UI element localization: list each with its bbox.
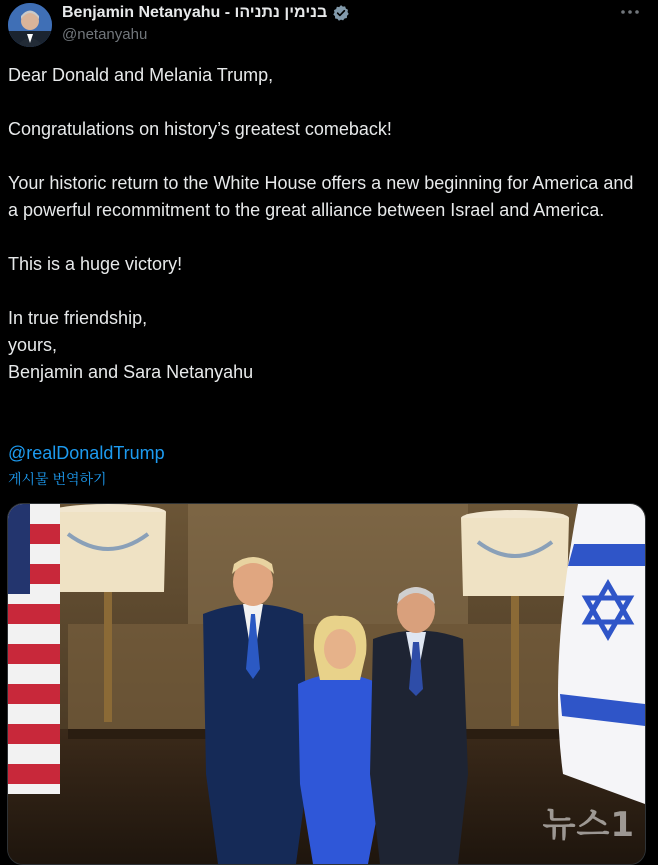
- tweet-closing: [8, 305, 638, 386]
- news-watermark: 뉴스1: [542, 805, 635, 845]
- author-avatar[interactable]: [8, 3, 52, 47]
- author-display-name[interactable]: Benjamin Netanyahu - בנימין נתניהו: [62, 4, 328, 21]
- closing-line: Benjamin and Sara Netanyahu: [8, 362, 254, 382]
- mention-link[interactable]: @realDonaldTrump: [8, 443, 165, 463]
- tweet-photo[interactable]: [7, 503, 646, 865]
- author-name-row[interactable]: [62, 2, 350, 24]
- flag-us: [8, 504, 60, 794]
- tweet-paragraph: Congratulations on history’s greatest comeback!: [8, 119, 392, 139]
- closing-line: In true friendship,: [8, 308, 148, 328]
- translate-post-link[interactable]: 게시물 번역하기: [8, 471, 107, 487]
- flag-israel: [558, 504, 645, 804]
- author-handle[interactable]: @netanyahu: [62, 26, 148, 43]
- tweet-paragraph: Dear Donald and Melania Trump,: [8, 65, 274, 85]
- tweet-paragraph: This is a huge victory!: [8, 254, 183, 274]
- tweet-text: [8, 62, 638, 386]
- tweet-paragraph: Your historic return to the White House offers a new beginning for America and a powerful recommitment to the great alliance between Israel and America.: [8, 173, 634, 220]
- closing-line: yours,: [8, 335, 58, 355]
- more-options-icon[interactable]: [618, 2, 642, 22]
- verified-badge-icon: [332, 4, 350, 22]
